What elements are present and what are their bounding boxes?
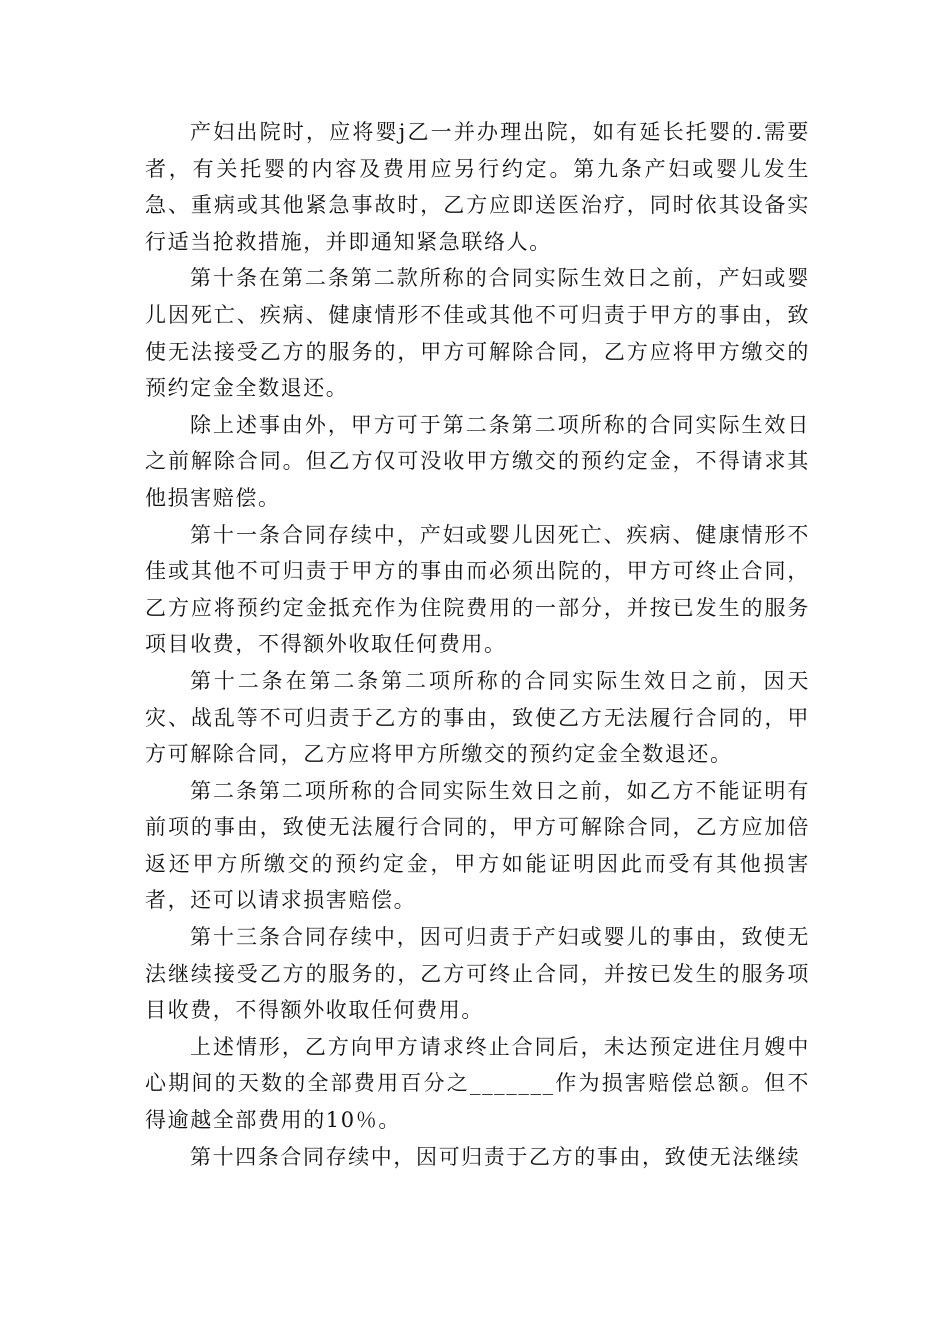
paragraph-discharge-and-emergency: 产妇出院时，应将婴j乙一并办理出院，如有延长托婴的.需要者，有关托婴的内容及费用应另行约定。第九条产妇或婴儿发生急、重病或其他紧急事故时，乙方应即送医治疗，同时依其设备实行适当抢救措施，并即通知紧急联络人。 [145,120,810,254]
paragraph-article-11: 第十一条合同存续中，产妇或婴儿因死亡、疾病、健康情形不佳或其他不可归责于甲方的事由而必须出院的，甲方可终止合同，乙方应将预约定金抵充作为住院费用的一部分，并按已发生的服务项目收费，不得额外收取任何费用。 [145,522,810,657]
paragraph-party-a-termination: 除上述事由外，甲方可于第二条第二项所称的合同实际生效日之前解除合同。但乙方仅可没收甲方缴交的预约定金，不得请求其他损害赔偿。 [145,412,810,510]
document-body [145,114,810,1175]
paragraph-article-12: 第十二条在第二条第二项所称的合同实际生效日之前，因天灾、战乱等不可归责于乙方的事由，致使乙方无法履行合同的，甲方可解除合同，乙方应将甲方所缴交的预约定金全数退还。 [145,668,810,767]
paragraph-article-14: 第十四条合同存续中，因可归责于乙方的事由，致使无法继续 [190,1144,801,1169]
paragraph-article-10: 第十条在第二条第二款所称的合同实际生效日之前，产妇或婴儿因死亡、疾病、健康情形不佳或其他不可归责于甲方的事由，致使无法接受乙方的服务的，甲方可解除合同，乙方应将甲方缴交的预约定金全数退还。 [145,266,810,401]
paragraph-party-b-default: 第二条第二项所称的合同实际生效日之前，如乙方不能证明有前项的事由，致使无法履行合同的，甲方可解除合同，乙方应加倍返还甲方所缴交的预约定金，甲方如能证明因此而受有其他损害者，还可以请求损害赔偿。 [145,778,810,913]
paragraph-damages-percentage: 上述情形，乙方向甲方请求终止合同后，未达预定进住月嫂中心期间的天数的全部费用百分之_______作为损害赔偿总额。但不得逾越全部费用的10％。 [145,1034,810,1133]
paragraph-article-13: 第十三条合同存续中，因可归责于产妇或婴儿的事由，致使无法继续接受乙方的服务的，乙方可终止合同，并按已发生的服务项目收费，不得额外收取任何费用。 [145,925,810,1023]
